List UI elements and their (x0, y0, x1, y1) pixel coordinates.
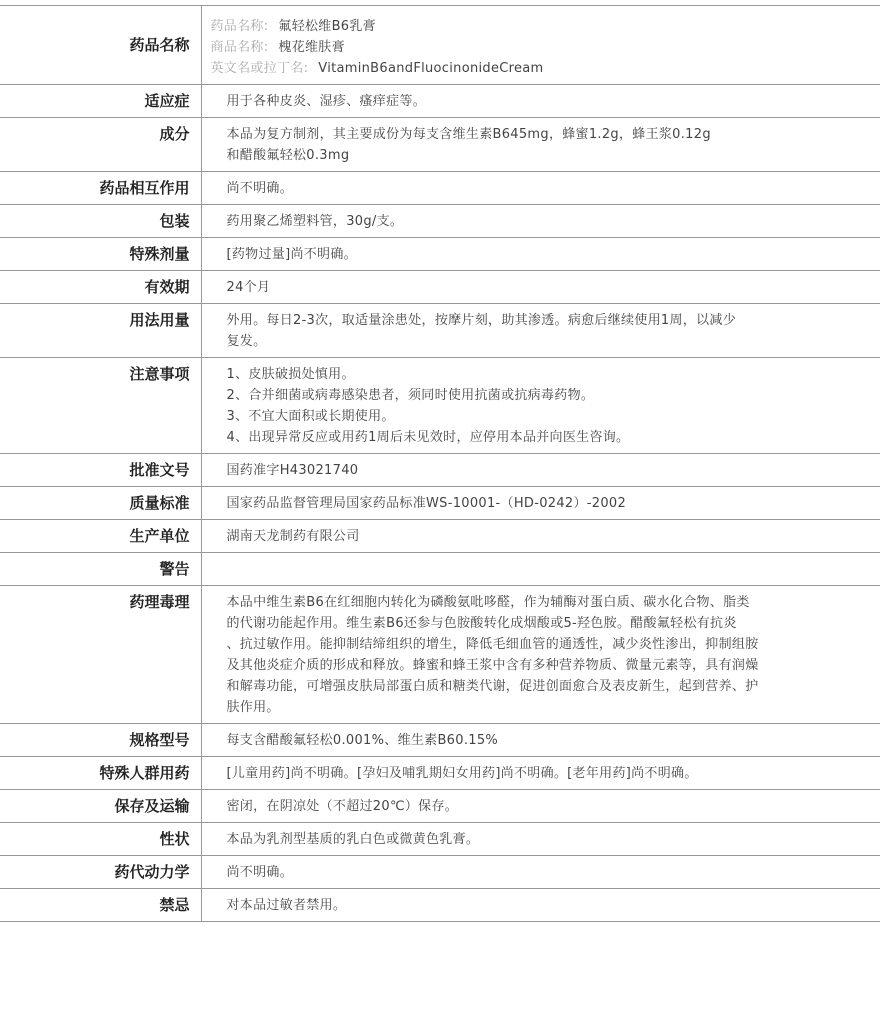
row-label: 用法用量 (0, 304, 201, 358)
table-row (0, 85, 880, 118)
row-value (201, 271, 880, 304)
table-row (0, 238, 880, 271)
row-value-line: 肤作用。 (226, 700, 280, 715)
row-label: 禁忌 (0, 889, 201, 922)
row-value-text (227, 460, 787, 481)
row-value-text (227, 91, 787, 112)
row-label: 特殊剂量 (0, 238, 201, 271)
row-value-line: 4、出现异常反应或用药1周后未见效时，应停用本品并向医生咨询。 (226, 430, 630, 445)
row-value-text (227, 763, 787, 784)
row-value-text (227, 895, 787, 916)
row-value-line: 国药准字H43021740 (226, 463, 359, 478)
row-value-line: 24个月 (226, 280, 271, 295)
row-value-text (227, 862, 787, 883)
row-value (201, 856, 880, 889)
table-row (0, 487, 880, 520)
row-value-text (227, 796, 787, 817)
row-label: 适应症 (0, 85, 201, 118)
row-label: 特殊人群用药 (0, 757, 201, 790)
table-row (0, 520, 880, 553)
row-value (201, 724, 880, 757)
table-row-drug-name (0, 6, 880, 85)
row-value-line: 湖南天龙制药有限公司 (226, 529, 360, 544)
row-value (201, 823, 880, 856)
row-label: 药品相互作用 (0, 172, 201, 205)
row-label: 药代动力学 (0, 856, 201, 889)
name-entry-key: 英文名或拉丁名: (210, 61, 309, 76)
row-value-line: 本品为复方制剂，其主要成份为每支含维生素B645mg，蜂蜜1.2g，蜂王浆0.12g (226, 127, 711, 142)
row-value (201, 358, 880, 454)
row-value-text (227, 277, 787, 298)
row-value-line: 、抗过敏作用。能抑制结缔组织的增生，降低毛细血管的通透性，减少炎性渗出，抑制组胺 (226, 637, 759, 652)
row-value-line: 复发。 (226, 334, 267, 349)
row-label: 规格型号 (0, 724, 201, 757)
drug-info-table-body (0, 6, 880, 922)
row-value-line: 2、合并细菌或病毒感染患者，须同时使用抗菌或抗病毒药物。 (226, 388, 595, 403)
row-value-line: 用于各种皮炎、湿疹、瘙痒症等。 (226, 94, 427, 109)
row-value-line: 3、不宜大面积或长期使用。 (226, 409, 395, 424)
row-value-line: 和醋酸氟轻松0.3mg (226, 148, 350, 163)
row-value-line: 密闭，在阴凉处（不超过20℃）保存。 (226, 799, 459, 814)
row-value (201, 889, 880, 922)
row-label: 质量标准 (0, 487, 201, 520)
row-value-line: 对本品过敏者禁用。 (226, 898, 347, 913)
row-value-line: 和解毒功能，可增强皮肤局部蛋白质和糖类代谢，促进创面愈合及表皮新生，起到营养、护 (226, 679, 759, 694)
row-value (201, 487, 880, 520)
row-value-line: 尚不明确。 (226, 181, 294, 196)
row-value (201, 85, 880, 118)
drug-info-table (0, 5, 880, 922)
table-row (0, 205, 880, 238)
row-value-line: 外用。每日2-3次，取适量涂患处，按摩片刻，助其渗透。病愈后继续使用1周，以减少 (226, 313, 737, 328)
row-value-line: 及其他炎症介质的形成和释放。蜂蜜和蜂王浆中含有多种营养物质、微量元素等，具有润燥 (226, 658, 759, 673)
table-row (0, 304, 880, 358)
row-value-line: [药物过量]尚不明确。 (226, 247, 357, 262)
name-entry (211, 16, 871, 37)
table-row (0, 823, 880, 856)
row-value-text (227, 829, 787, 850)
row-value (201, 238, 880, 271)
row-label: 药理毒理 (0, 586, 201, 724)
row-label: 包装 (0, 205, 201, 238)
row-value (201, 6, 880, 85)
table-row (0, 172, 880, 205)
row-value-line (227, 559, 787, 580)
row-value-text (227, 211, 787, 232)
name-entry-key: 药品名称: (210, 19, 269, 34)
table-row (0, 790, 880, 823)
row-value-text (227, 178, 787, 199)
row-label: 性状 (0, 823, 201, 856)
name-entry-value: 氟轻松维B6乳膏 (278, 19, 376, 34)
row-value-text (227, 244, 787, 265)
row-label: 保存及运输 (0, 790, 201, 823)
row-label: 注意事项 (0, 358, 201, 454)
row-value-text (227, 559, 787, 580)
row-label: 批准文号 (0, 454, 201, 487)
row-value (201, 172, 880, 205)
table-row (0, 358, 880, 454)
row-label: 有效期 (0, 271, 201, 304)
row-value-line: 本品中维生素B6在红细胞内转化为磷酸氨吡哆醛，作为辅酶对蛋白质、碳水化合物、脂类 (226, 595, 750, 610)
row-label: 生产单位 (0, 520, 201, 553)
table-row (0, 586, 880, 724)
row-value-text (227, 124, 787, 166)
table-row (0, 553, 880, 586)
row-value (201, 790, 880, 823)
table-row (0, 271, 880, 304)
row-value (201, 304, 880, 358)
row-value-text (227, 310, 787, 352)
row-value-line: 1、皮肤破损处慎用。 (226, 367, 355, 382)
name-entry (211, 37, 871, 58)
row-label: 药品名称 (0, 6, 201, 85)
row-value-text (227, 730, 787, 751)
row-label: 警告 (0, 553, 201, 586)
name-entry (211, 58, 871, 79)
name-entry-key: 商品名称: (210, 40, 269, 55)
row-value-text (227, 526, 787, 547)
table-row (0, 724, 880, 757)
row-value (201, 586, 880, 724)
table-row (0, 889, 880, 922)
row-value-line: 本品为乳剂型基质的乳白色或微黄色乳膏。 (226, 832, 480, 847)
row-value-line: 国家药品监督管理局国家药品标准WS-10001-（HD-0242）-2002 (226, 496, 627, 511)
row-label: 成分 (0, 118, 201, 172)
row-value-line: 尚不明确。 (226, 865, 294, 880)
name-entry-value: 槐花维肤膏 (278, 40, 345, 55)
row-value (201, 205, 880, 238)
name-entry-value: VitaminB6andFluocinonideCream (318, 61, 544, 76)
row-value-line: 每支含醋酸氟轻松0.001%、维生素B60.15% (226, 733, 499, 748)
row-value (201, 520, 880, 553)
row-value-line: 药用聚乙烯塑料管，30g/支。 (226, 214, 404, 229)
row-value-line: 的代谢功能起作用。维生素B6还参与色胺酸转化成烟酸或5-羟色胺。醋酸氟轻松有抗炎 (226, 616, 737, 631)
row-value-line: [儿童用药]尚不明确。[孕妇及哺乳期妇女用药]尚不明确。[老年用药]尚不明确。 (226, 766, 698, 781)
row-value-text (227, 493, 787, 514)
table-row (0, 118, 880, 172)
row-value (201, 757, 880, 790)
row-value (201, 454, 880, 487)
row-value (201, 553, 880, 586)
row-value (201, 118, 880, 172)
row-value-text (227, 592, 787, 718)
table-row (0, 757, 880, 790)
row-value-text (227, 364, 787, 448)
table-row (0, 856, 880, 889)
table-row (0, 454, 880, 487)
